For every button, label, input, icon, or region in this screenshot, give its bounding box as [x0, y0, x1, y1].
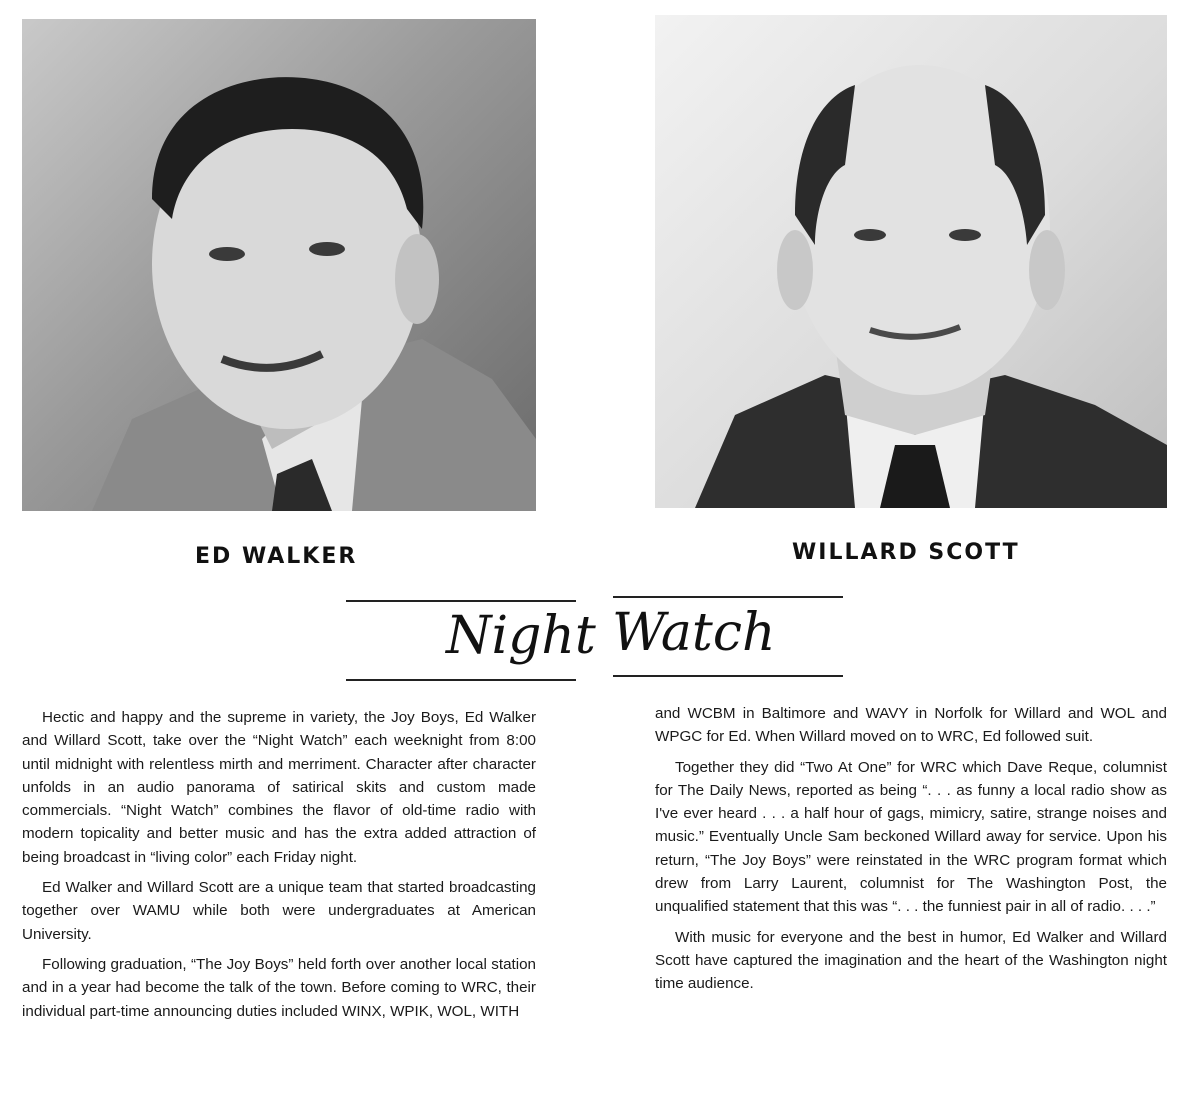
paragraph: Following graduation, “The Joy Boys” held forth over another local station and in a year had become the talk of the town. Before coming to WRC, their individual part-time announcing duties included WINX, WPIK, WOL, WITH	[22, 955, 536, 1020]
paragraph: Hectic and happy and the supreme in variety, the Joy Boys, Ed Walker and Willard Scott, take over the “Night Watch” each weeknight from 8:00 until midnight with relentless mirth and merriment. Character after character unfolds in an audio panorama of satirical skits and custom made commercials. “Night Watch” combines the flavor of old-time radio with modern topicality and better music and has the extra added attraction of being broadcast in “living color” each Friday night.	[22, 709, 536, 866]
paragraph: Together they did “Two At One” for WRC which Dave Reque, columnist for The Daily News, reported as being “. . . as funny a local radio show as I've ever heard . . . a half hour of gags, mimicry, satire, strange noises and music.” Eventually Uncle Sam beckoned Willard away for service. Upon his return, “The Joy Boys” were reinstated in the WRC program format which drew from Larry Laurent, columnist for The Washington Post, the unqualified statement that this was “. . . the funniest pair in all of radio. . . .”	[655, 758, 1167, 916]
title-rule-bottom-left	[346, 679, 576, 681]
article-column-right	[655, 702, 1167, 1003]
title-rule-top-left	[346, 600, 576, 602]
page-title-night: Night	[446, 606, 596, 666]
title-rule-bottom-right	[613, 675, 843, 677]
title-rule-top-right	[613, 596, 843, 598]
portrait-willard-scott-drawing	[655, 15, 1167, 508]
portrait-ed-walker	[22, 19, 536, 511]
paragraph: and WCBM in Baltimore and WAVY in Norfolk for Willard and WOL and WPGC for Ed. When Willard moved on to WRC, Ed followed suit.	[655, 705, 1167, 746]
caption-ed-walker: ED WALKER	[195, 544, 358, 569]
caption-willard-scott: WILLARD SCOTT	[792, 540, 1020, 565]
portrait-willard-scott	[655, 15, 1167, 508]
paragraph: Ed Walker and Willard Scott are a unique team that started broadcasting together over WAMU while both were undergraduates at American University.	[22, 879, 536, 943]
article-column-left	[22, 706, 536, 1030]
page-title-watch: Watch	[612, 603, 776, 663]
paragraph: With music for everyone and the best in humor, Ed Walker and Willard Scott have captured the imagination and the heart of the Washington night time audience.	[655, 928, 1167, 993]
portrait-ed-walker-drawing	[22, 19, 536, 511]
